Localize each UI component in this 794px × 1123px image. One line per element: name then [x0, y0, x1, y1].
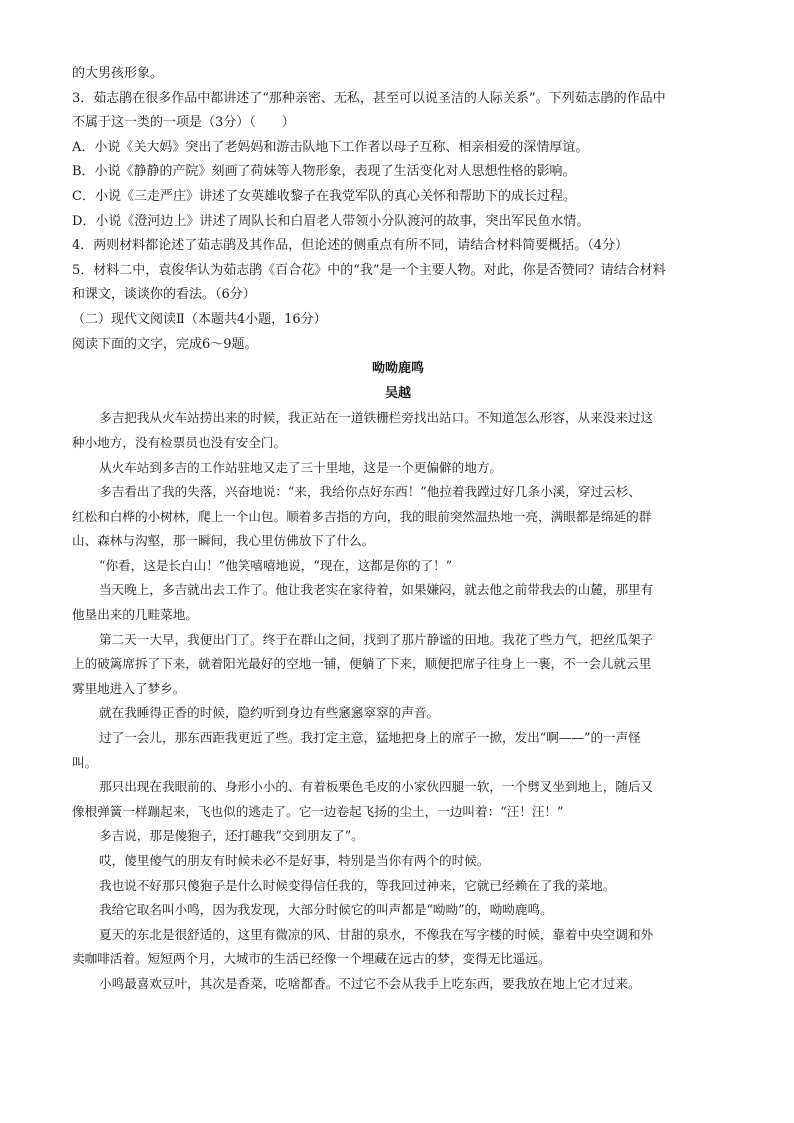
question-2-ending: 的大男孩形象。: [72, 66, 164, 81]
story-line: 我也说不好那只傻狍子是什么时候变得信任我的，等我回过神来，它就已经赖在了我的菜地。: [99, 877, 616, 893]
story-line: 从火车站到多吉的工作站驻地又走了三十里地，这是一个更偏僻的地方。: [99, 459, 502, 475]
question-5-line-1: 5．材料二中，袁俊华认为茹志鹃《百合花》中的“我”是一个主要人物。对此，你是否赞同？请结合材料: [72, 262, 666, 278]
story-line: “你看，这是长白山！”他笑嘻嘻地说，“现在，这都是你的了！”: [99, 557, 453, 573]
story-line: 多吉说，那是傻狍子，还打趣我“交到朋友了”。: [99, 828, 364, 844]
story-line: 过了一会儿，那东西距我更近了些。我打定主意，猛地把身上的席子一掀，发出“啊——”的一声怪: [99, 730, 641, 746]
page-content: [72, 62, 724, 997]
story-line: 哎，傻里傻气的朋友有时候未必不是好事，特别是当你有两个的时候。: [99, 853, 490, 868]
story-author: 吴越: [384, 385, 411, 401]
question-3-option-a: A．小说《关大妈》突出了老妈妈和游击队地下工作者以母子互称、相亲相爱的深情厚谊。: [72, 139, 589, 155]
story-line: 小鸣最喜欢豆叶，其次是香菜，吃啥都香。不过它不会从我手上吃东西，要我放在地上它才过来。: [99, 975, 641, 991]
question-3-option-b: B．小说《静静的产院》刻画了荷妹等人物形象，表现了生活变化对人思想性格的影响。: [72, 164, 576, 180]
section-instruction: 阅读下面的文字，完成6～9题。: [72, 336, 258, 352]
story-line: 卖咖啡活着。短短两个月，大城市的生活已经像一个埋藏在远古的梦，变得无比遥远。: [72, 951, 551, 967]
story-body: [72, 406, 724, 996]
story-line: 上的破篱席拆了下来，就着阳光最好的空地一铺，便躺了下来，顺便把席子往身上一裹，不一会儿就云里: [72, 656, 652, 672]
story-line: 山、森林与沟壑，那一瞬间，我心里仿佛放下了什么。: [72, 533, 375, 549]
question-3-stem-line-2: 不属于这一类的一项是（3分）（ ）: [72, 115, 295, 131]
story-line: 多吉把我从火车站捞出来的时候，我正站在一道铁栅栏旁找出站口。不知道怎么形容，从来没来过这: [99, 410, 654, 426]
question-3-option-c: C．小说《三走严庄》讲述了女英雄收黎子在我党军队的真心关怀和帮助下的成长过程。: [72, 188, 576, 204]
story-line: 那只出现在我眼前的、身形小小的、有着板栗色毛皮的小家伙四腿一软，一个劈叉坐到地上，随后又: [99, 779, 654, 795]
story-line: 夏天的东北是很舒适的，这里有微凉的风、甘甜的泉水，不像我在写字楼的时候，靠着中央空调和外: [99, 926, 654, 942]
story-line: 红松和白桦的小树林，爬上一个山包。顺着多吉指的方向，我的眼前突然温热地一亮，满眼都是绵延的群: [72, 508, 652, 524]
story-line: 雾里地进入了梦乡。: [72, 680, 186, 696]
story-line: 就在我睡得正香的时候，隐约听到身边有些窸窸窣窣的声音。: [99, 705, 440, 721]
story-line: 像根弹簧一样蹦起来，飞也似的逃走了。它一边卷起飞扬的尘土，一边叫着：“汪！汪！”: [72, 803, 564, 819]
section-heading: （二）现代文阅读Ⅱ（本题共4小题，16分）: [72, 311, 327, 327]
story-title: 呦呦鹿鸣: [371, 361, 424, 377]
story-line: 他垦出来的几畦菜地。: [72, 607, 198, 623]
story-line: 我给它取名叫小鸣，因为我发现，大部分时候它的叫声都是“呦呦”的，呦呦鹿鸣。: [99, 902, 553, 918]
question-5-line-2: 和课文，谈谈你的看法。（6分）: [72, 287, 256, 303]
question-3-option-d: D．小说《澄河边上》讲述了周队长和白眉老人带领小分队渡河的故事，突出军民鱼水情。: [72, 213, 590, 229]
question-4: 4．两则材料都论述了茹志鹃及其作品，但论述的侧重点有所不同，请结合材料简要概括。（4分）: [72, 238, 629, 254]
story-line: 当天晚上，多吉就出去工作了。他让我老实在家待着，如果嫌闷，就去他之前带我去的山麓，那里有: [99, 582, 654, 598]
question-3-stem-line-1: 3．茹志鹃在很多作品中都讲述了“那种亲密、无私，甚至可以说圣洁的人际关系”。下列茹志鹃的作品中: [72, 90, 666, 106]
story-line: 种小地方，没有检票员也没有安全门。: [72, 434, 287, 450]
story-line: 叫。: [72, 754, 98, 770]
story-line: 第二天一大早，我便出门了。终于在群山之间，找到了那片静谧的田地。我花了些力气，把丝瓜架子: [99, 631, 654, 647]
story-line: 多吉看出了我的失落，兴奋地说：“来，我给你点好东西！”他拉着我蹚过好几条小溪，穿过云杉、: [99, 484, 641, 500]
